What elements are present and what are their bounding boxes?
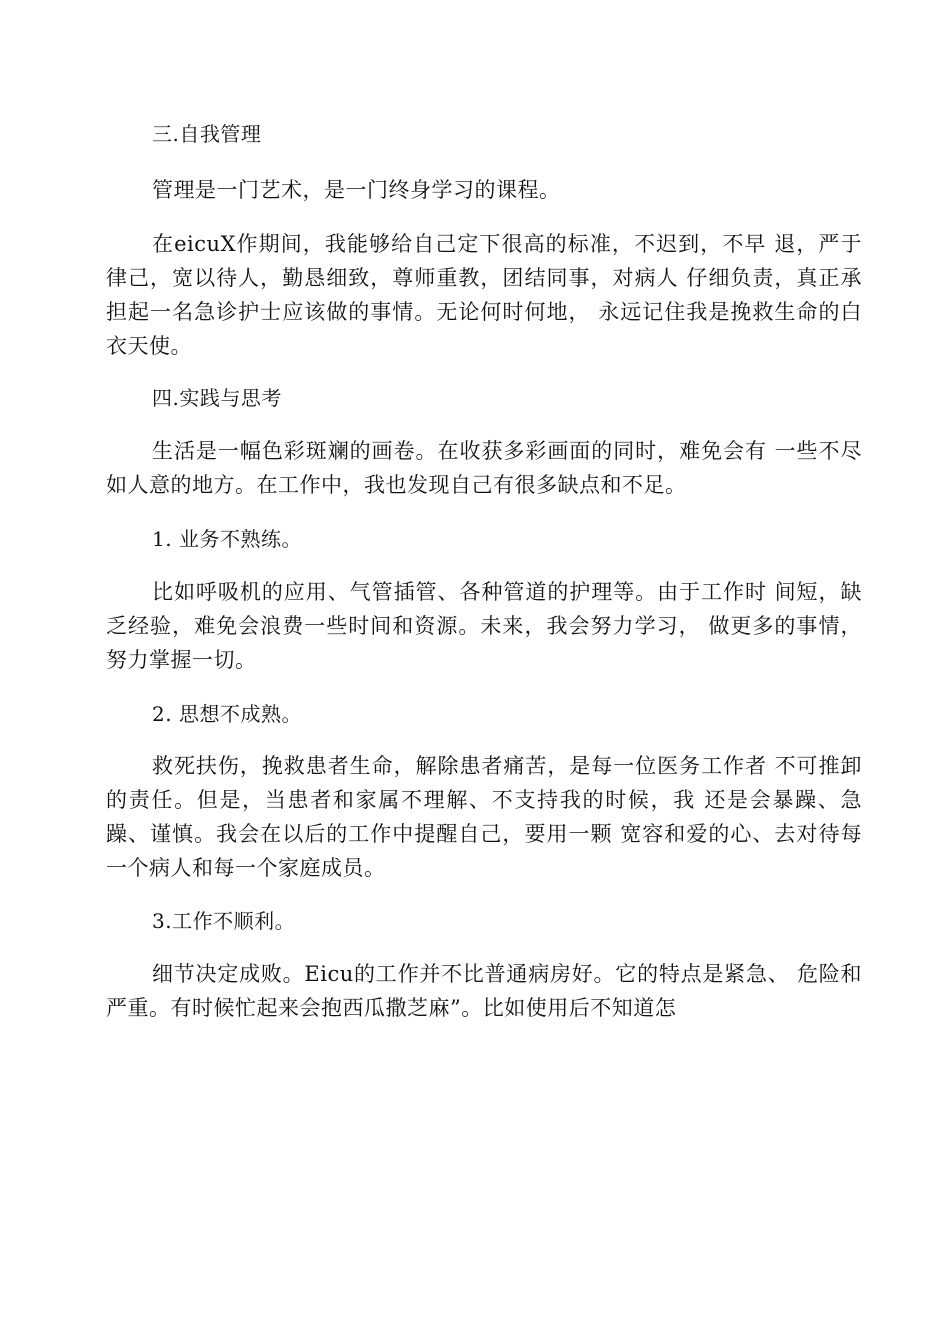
- paragraph-ventilator: 比如呼吸机的应用、气管插管、各种管道的护理等。由于工作时 间短，缺乏经验，难免会浪费一些时间和资源。未来，我会努力学习， 做更多的事情，努力掌握一切。: [106, 580, 862, 672]
- paragraph-management-art: 管理是一门艺术，是一门终身学习的课程。: [152, 178, 561, 202]
- paragraph-responsibility: 救死扶伤，挽救患者生命，解除患者痛苦，是每一位医务工作者 不可推卸的责任。但是，当患者和家属不理解、不支持我的时候，我 还是会暴躁、急躁、谨慎。我会在以后的工作中提醒自己，要用一颗 宽容和爱的心、去对待每一个病人和每一个家庭成员。: [106, 754, 862, 880]
- section-heading-self-management: 三.自我管理: [152, 122, 262, 146]
- subheading-thinking: 2. 思想不成熟。: [152, 702, 302, 726]
- paragraph-details: 细节决定成败。Eicu的工作并不比普通病房好。它的特点是紧急、 危险和严重。有时候忙起来会抱西瓜撒芝麻”。比如使用后不知道怎: [106, 962, 862, 1020]
- paragraph-life-picture: 生活是一幅色彩斑斓的画卷。在收获多彩画面的同时，难免会有 一些不尽如人意的地方。在工作中，我也发现自己有很多缺点和不足。: [106, 439, 862, 497]
- section-heading-practice: 四.实践与思考: [152, 386, 282, 410]
- paragraph-eicu-standards: 在eicuX作期间，我能够给自己定下很高的标准，不迟到，不早 退，严于律己，宽以待人，勤恳细致，尊师重教，团结同事，对病人 仔细负责，真正承担起一名急诊护士应该做的事情。无论何时何地， 永远记住我是挽救生命的白衣天使。: [106, 232, 862, 358]
- subheading-skills: 1. 业务不熟练。: [152, 527, 302, 551]
- subheading-work: 3.工作不顺利。: [152, 909, 296, 933]
